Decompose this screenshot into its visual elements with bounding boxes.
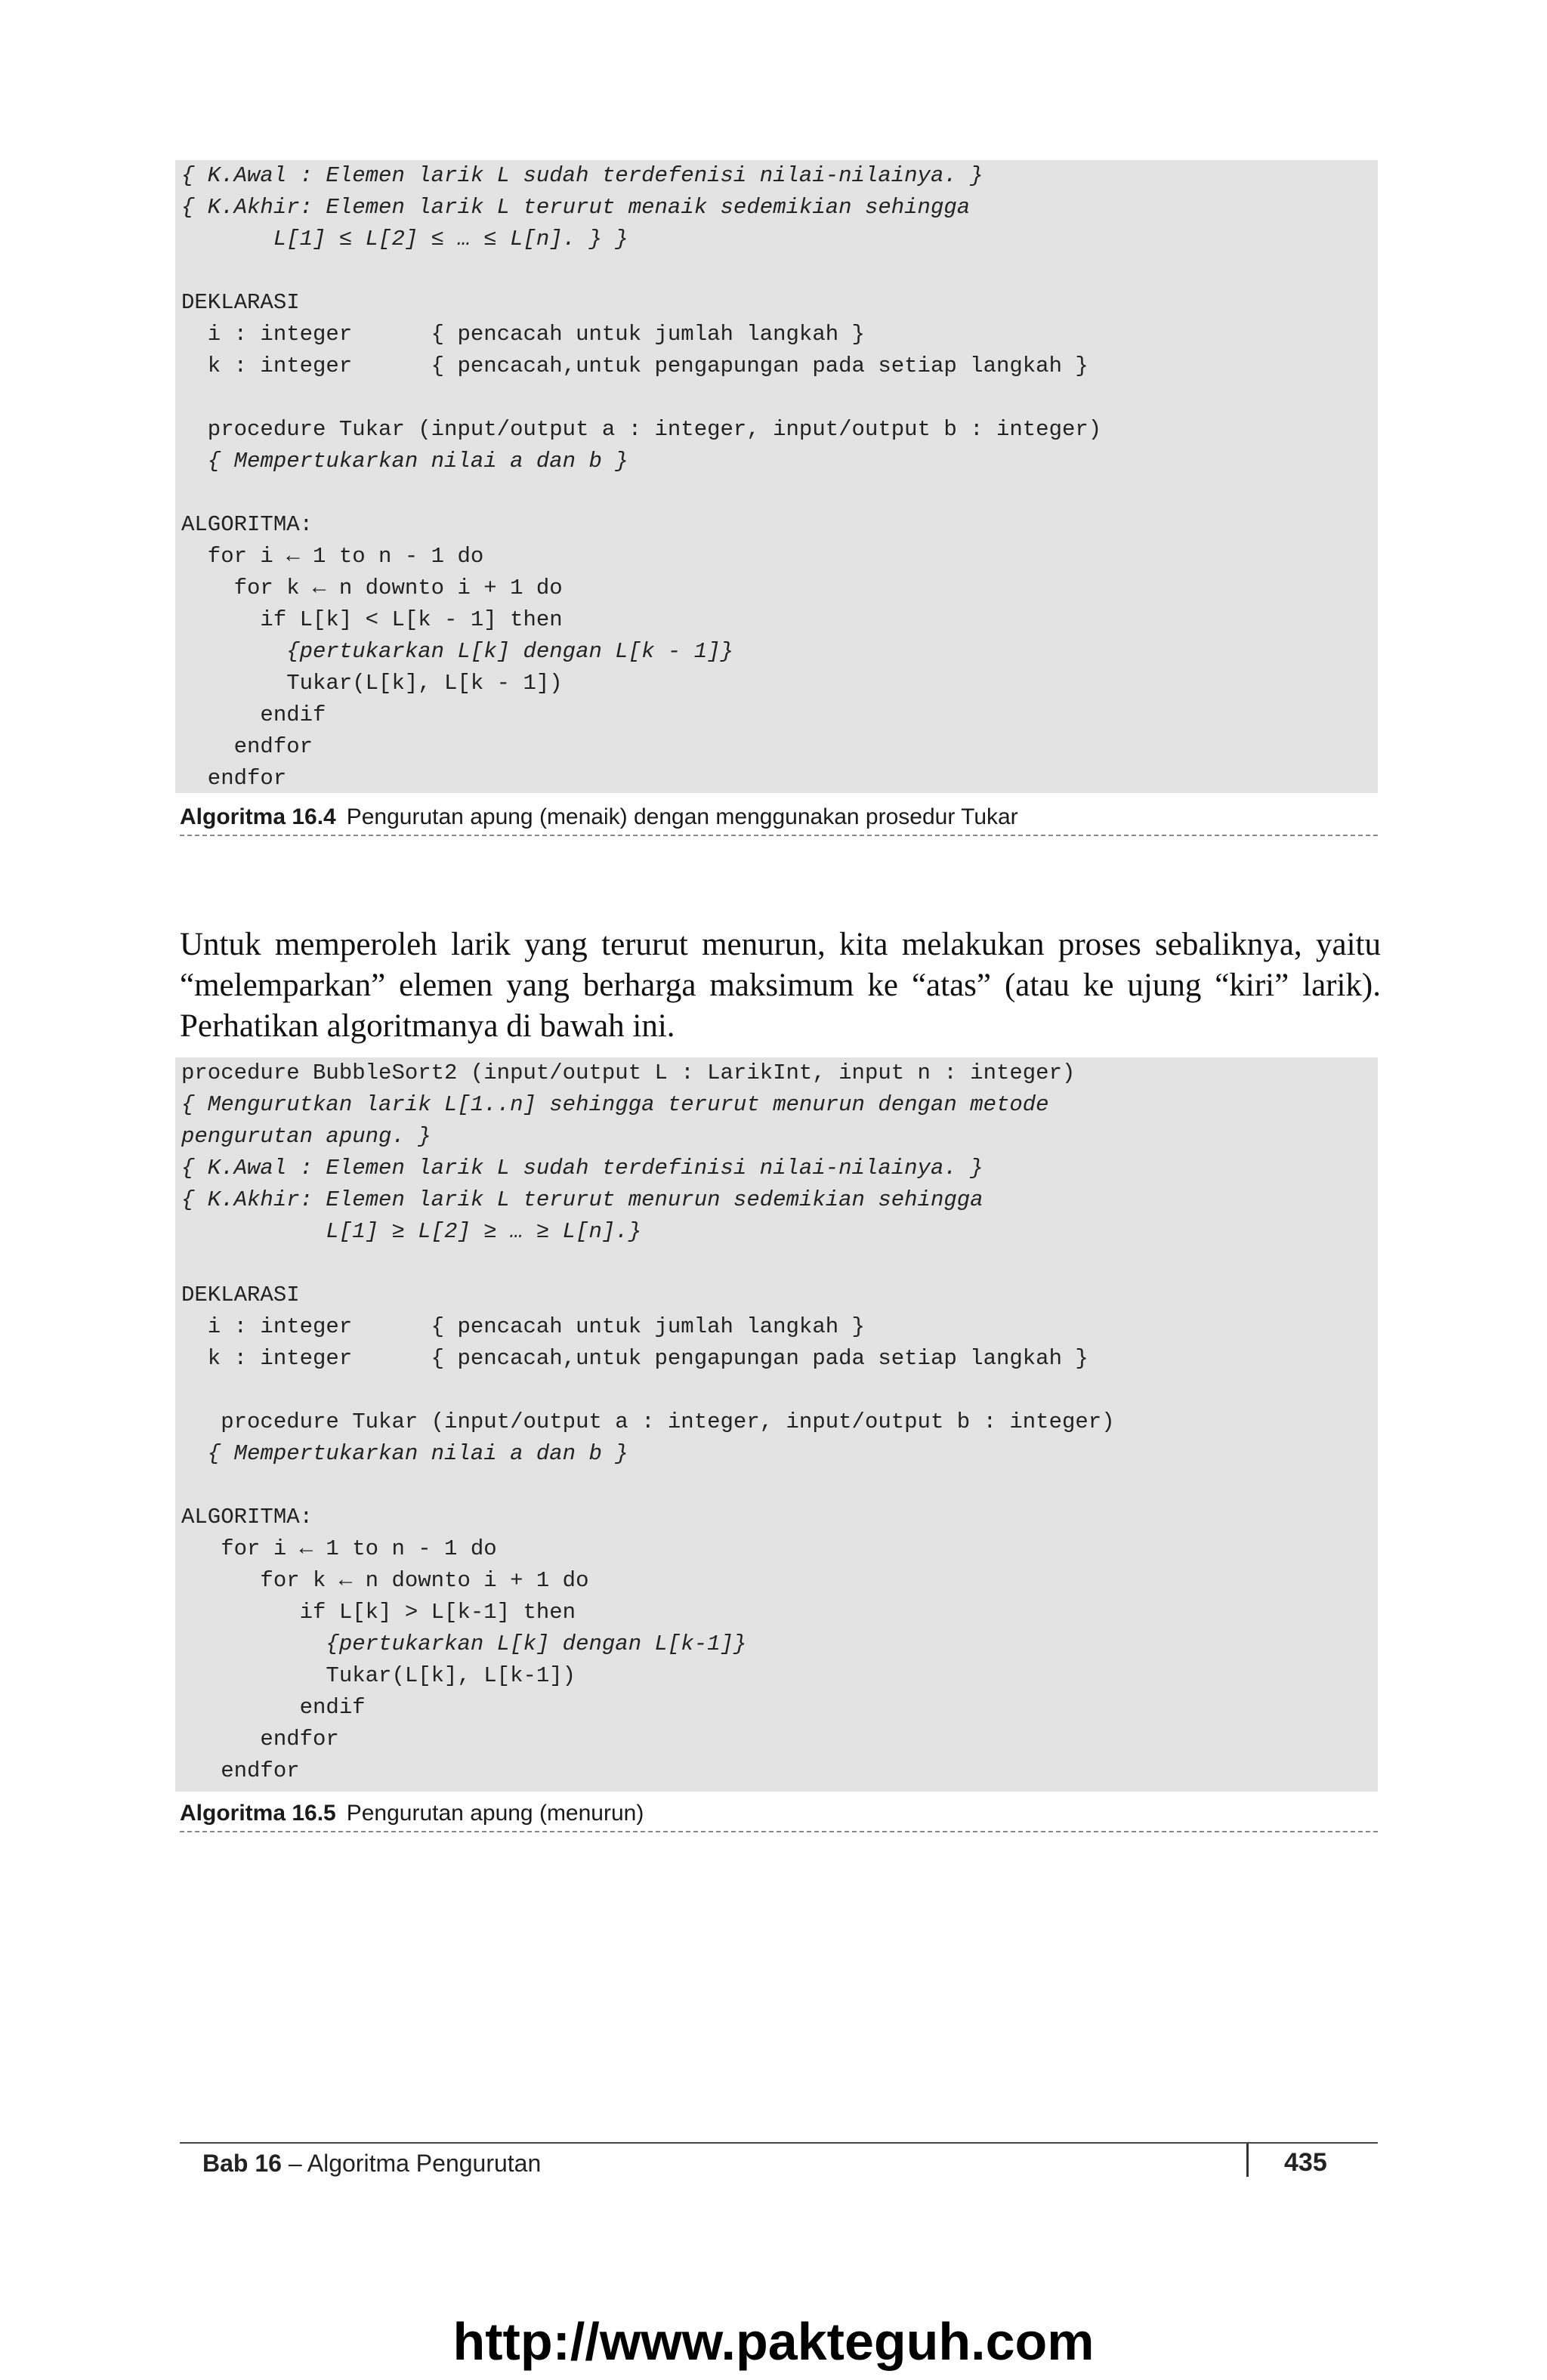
algorithm-16-5-code-block [175, 1057, 1378, 1792]
code-line [181, 382, 1101, 414]
footer-separator [1246, 2144, 1249, 2177]
code-line: endif [181, 1695, 366, 1720]
code-line: procedure Tukar (input/output a : integer, input/output b : integer) [181, 1409, 1115, 1434]
code-line: endfor [181, 1758, 300, 1783]
code-line: if L[k] > L[k-1] then [181, 1600, 576, 1625]
code-line: i : integer { pencacah untuk jumlah langkah } [181, 1314, 865, 1339]
code-line: L[1] ≤ L[2] ≤ … ≤ L[n]. } } [181, 227, 628, 252]
code-line [181, 1375, 1115, 1406]
code-line: DEKLARASI [181, 290, 300, 315]
code-line: { Mempertukarkan nilai a dan b } [181, 449, 628, 474]
algorithm-16-4-caption [180, 804, 1378, 836]
caption-number: Algoritma 16.4 [180, 804, 336, 829]
code-line: i : integer { pencacah untuk jumlah langkah } [181, 322, 865, 347]
footer-chapter-number: Bab 16 [202, 2150, 282, 2177]
footer-chapter-title: – Algoritma Pengurutan [281, 2150, 542, 2177]
code-line: { K.Awal : Elemen larik L sudah terdefinisi nilai-nilainya. } [181, 1156, 983, 1181]
code-line: ALGORITMA: [181, 1505, 313, 1530]
code-line: endfor [181, 734, 313, 759]
code-line [181, 1470, 1115, 1502]
website-url: http://www.pakteguh.com [452, 2312, 1095, 2371]
code-line: { Mempertukarkan nilai a dan b } [181, 1441, 628, 1466]
code-line: if L[k] < L[k - 1] then [181, 607, 563, 632]
algorithm-16-5-caption [180, 1801, 1378, 1832]
code-line [181, 477, 1101, 509]
code-line: {pertukarkan L[k] dengan L[k-1]} [181, 1631, 747, 1656]
caption-number: Algoritma 16.5 [180, 1801, 336, 1826]
code-line: for k ← n downto i + 1 do [181, 576, 563, 600]
algorithm-16-5-code [181, 1057, 1115, 1787]
body-paragraph: Untuk memperoleh larik yang terurut menurun, kita melakukan proses sebaliknya, yaitu “melemparkan” elemen yang berharga maksimum ke “atas” (atau ke ujung “kiri” larik). Perhatikan algoritmanya di bawah ini. [180, 927, 1381, 1044]
code-line: Tukar(L[k], L[k-1]) [181, 1663, 576, 1688]
code-line: ALGORITMA: [181, 512, 313, 537]
code-line: endfor [181, 1727, 339, 1752]
code-line: endif [181, 702, 326, 727]
code-line: for i ← 1 to n - 1 do [181, 544, 484, 569]
code-line: for i ← 1 to n - 1 do [181, 1536, 497, 1561]
code-line: k : integer { pencacah,untuk pengapungan pada setiap langkah } [181, 1346, 1088, 1371]
code-line: {pertukarkan L[k] dengan L[k - 1]} [181, 639, 733, 664]
code-line [181, 255, 1101, 287]
caption-text: Pengurutan apung (menurun) [346, 1801, 644, 1826]
code-line: L[1] ≥ L[2] ≥ … ≥ L[n].} [181, 1219, 642, 1244]
page-number: 435 [1284, 2148, 1327, 2177]
code-line: Tukar(L[k], L[k - 1]) [181, 671, 563, 696]
code-line: { K.Akhir: Elemen larik L terurut menurun sedemikian sehingga [181, 1187, 983, 1212]
code-line: DEKLARASI [181, 1283, 300, 1307]
algorithm-16-4-code [181, 160, 1101, 795]
caption-text: Pengurutan apung (menaik) dengan menggunakan prosedur Tukar [346, 804, 1018, 829]
footer-rule [180, 2142, 1378, 2144]
code-line: { Mengurutkan larik L[1..n] sehingga terurut menurun dengan metode [181, 1092, 1049, 1117]
code-line: pengurutan apung. } [181, 1124, 431, 1149]
code-line: k : integer { pencacah,untuk pengapungan pada setiap langkah } [181, 353, 1088, 378]
code-line: for k ← n downto i + 1 do [181, 1568, 589, 1593]
code-line [181, 1248, 1115, 1280]
code-line: procedure Tukar (input/output a : integer, input/output b : integer) [181, 417, 1102, 442]
footer-chapter [202, 2150, 541, 2178]
algorithm-16-4-code-block [175, 160, 1378, 793]
code-line: procedure BubbleSort2 (input/output L : LarikInt, input n : integer) [181, 1060, 1076, 1085]
code-line: { K.Akhir: Elemen larik L terurut menaik sedemikian sehingga [181, 195, 971, 220]
code-line: { K.Awal : Elemen larik L sudah terdefenisi nilai-nilainya. } [181, 163, 983, 188]
code-line: endfor [181, 766, 287, 791]
